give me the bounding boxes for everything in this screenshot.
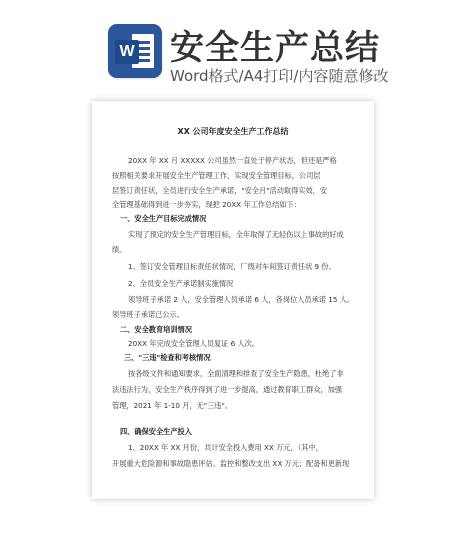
body-line: 2、全员安全生产承诺制实施情况 [128, 279, 234, 288]
page-subtitle: Word格式/A4打印/内容随意修改 [170, 67, 389, 85]
body-line: 实现了预定的安全生产管理目标，全年取得了无轻伤以上事故的好成 [128, 230, 344, 239]
body-line: 层签订责任状，全员进行安全生产承诺，"安全月"活动取得实效，安 [112, 186, 328, 195]
word-letter-icon: W [115, 40, 139, 64]
body-line: 法违法行为，安全生产秩序得到了进一步提高，通过教育职工群众，加强 [112, 385, 343, 394]
section-heading: 一、安全生产目标完成情况 [120, 214, 207, 223]
section-heading: 二、安全教育培训情况 [120, 325, 192, 334]
body-line: 20XX 年完成安全管理人员复证 6 人次。 [128, 339, 260, 348]
page-title: 安全生产总结 [170, 28, 380, 68]
body-line: 按照相关要求开展安全生产管理工作，实现安全管理目标，公司层 [112, 171, 321, 180]
word-icon [108, 24, 162, 78]
body-line: 1、签订安全管理目标责任状情况，厂级对车间签订责任状 9 份。 [128, 262, 336, 271]
body-line: 管理，2021 年 1-10 月，无"三违"。 [112, 401, 232, 410]
banner [0, 0, 474, 92]
body-line: 绩。 [112, 245, 127, 254]
section-heading: 四、确保安全生产投入 [120, 427, 192, 436]
body-line: 开展重大危险源和事故隐患评估、监控和整改支出 XX 万元；配备和更新现 [112, 459, 350, 468]
document-title: XX 公司年度安全生产工作总结 [177, 127, 289, 136]
body-line: 领导班子承诺 2 人，安全管理人员承诺 6 人，各岗位人员承诺 15 人。 [128, 295, 355, 304]
body-line: 20XX 年 XX 月 XXXXX 公司虽然一直处于停产状态，但还是严格 [128, 156, 337, 165]
body-line: 按各级文件和通知要求，全面清理和排查了安全生产隐患，杜绝了非 [128, 369, 344, 378]
body-line: 1、20XX 年 XX 月份，共计安全投入费用 XX 万元，（其中， [128, 443, 323, 452]
body-line: 全管理基础得到进一步夯实，现把 20XX 年工作总结如下： [112, 200, 301, 209]
body-line: 领导班子承诺已公示。 [112, 310, 184, 319]
section-heading: 三、"三违"检查和考核情况 [124, 353, 211, 362]
document-preview [92, 101, 374, 499]
